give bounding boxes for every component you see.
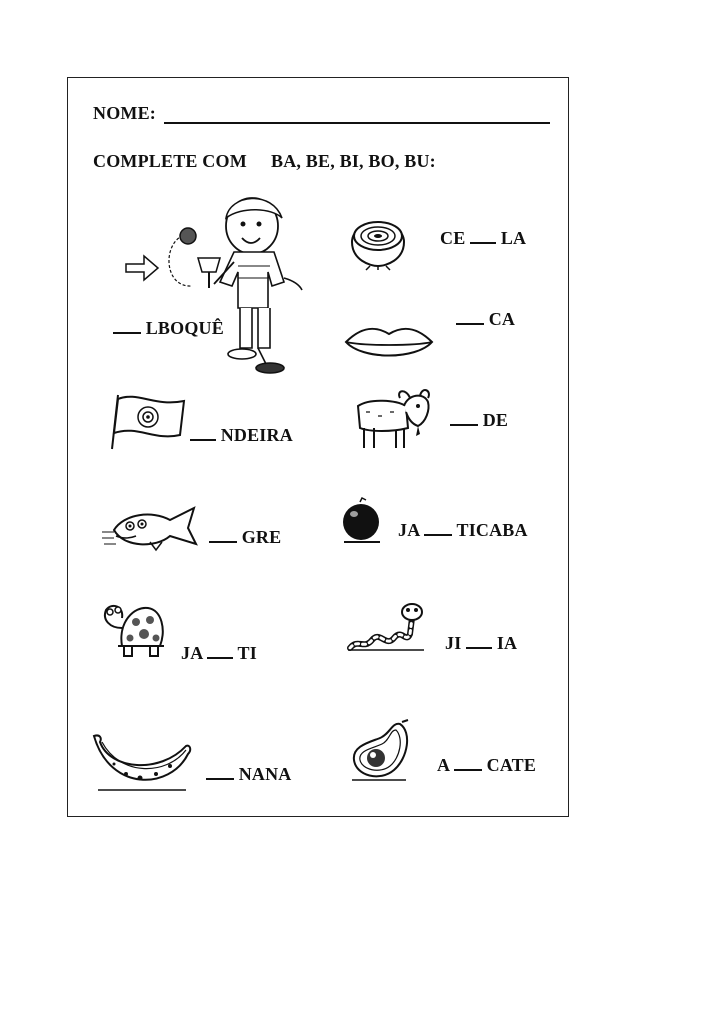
name-input-line[interactable]: [164, 122, 550, 124]
item-onion-word: CE LA: [440, 228, 527, 248]
lips-picture: [344, 320, 434, 369]
goat-picture: [352, 388, 434, 457]
item-jabuticaba-word: JA TICABA: [398, 520, 528, 540]
item-fish-word: GRE: [209, 527, 281, 548]
item-flag-blank[interactable]: [190, 439, 216, 441]
snake-picture: [348, 602, 428, 657]
item-goat-word: DE: [450, 410, 508, 431]
item-goat-blank[interactable]: [450, 424, 478, 426]
item-avocado-word: A CATE: [437, 755, 537, 775]
item-bilboque-word: LBOQUÊ: [113, 318, 224, 339]
flag-picture: [110, 393, 188, 456]
item-banana-blank[interactable]: [206, 778, 234, 780]
item-bilboque-blank[interactable]: [113, 332, 141, 334]
item-turtle-word: JA TI: [181, 643, 257, 663]
name-label: NOME:: [93, 103, 156, 123]
item-flag-word: NDEIRA: [190, 425, 293, 446]
turtle-picture: [100, 600, 166, 667]
item-snake-blank[interactable]: [466, 647, 492, 649]
item-avocado-blank[interactable]: [454, 769, 482, 771]
item-onion-blank[interactable]: [470, 242, 496, 244]
item-snake-word: JI IA: [445, 633, 518, 653]
onion-picture: [346, 208, 410, 275]
jabuticaba-picture: [340, 498, 382, 549]
item-banana-word: NANA: [206, 764, 292, 785]
item-fish-blank[interactable]: [209, 541, 237, 543]
fish-picture: [100, 502, 200, 561]
item-lips-blank[interactable]: [456, 323, 484, 325]
item-jabuticaba-blank[interactable]: [424, 534, 452, 536]
banana-picture: [90, 730, 192, 797]
boy-with-bilboque-picture: [122, 188, 322, 393]
instruction-text: COMPLETE COM: [93, 151, 247, 171]
avocado-picture: [350, 718, 412, 787]
syllables-text: BA, BE, BI, BO, BU:: [271, 151, 436, 171]
item-lips-word: CA: [456, 309, 515, 330]
item-turtle-blank[interactable]: [207, 657, 233, 659]
